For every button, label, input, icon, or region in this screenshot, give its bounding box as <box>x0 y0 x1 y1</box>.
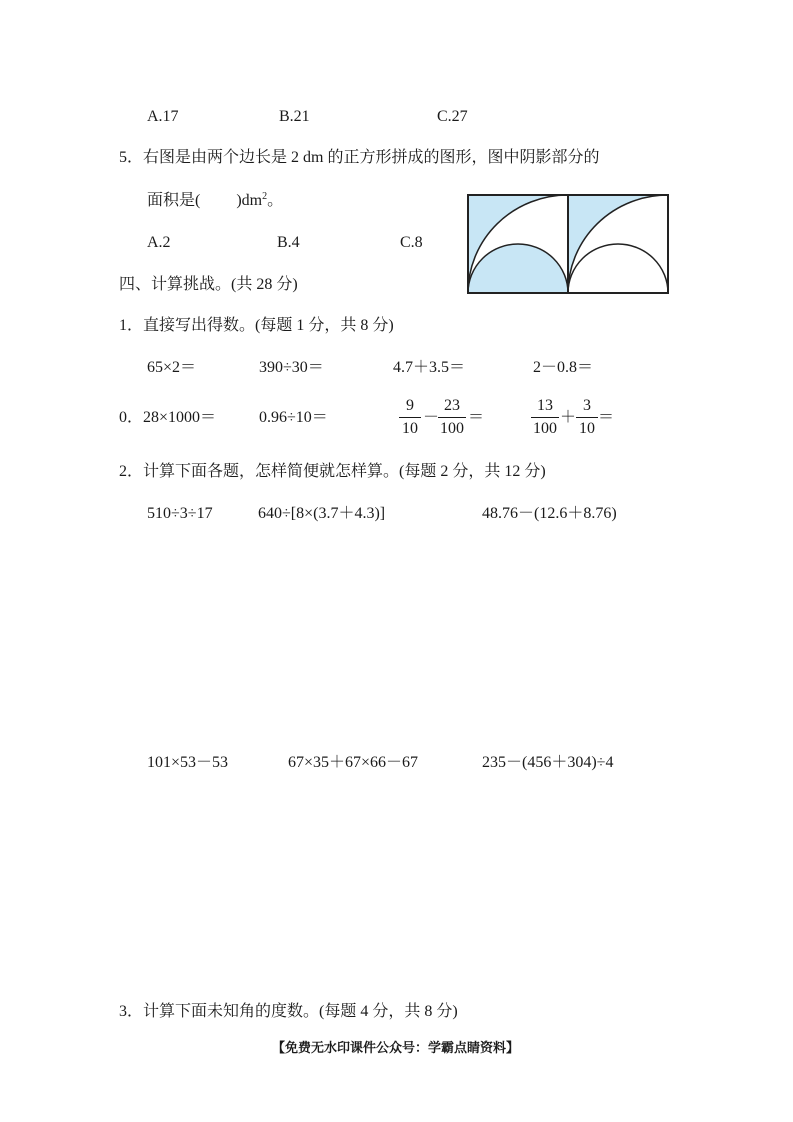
part2-item-5: 67×35＋67×66－67 <box>288 754 419 771</box>
denominator: 100 <box>533 420 557 437</box>
part1-item-6: 0.96÷10＝ <box>259 409 328 426</box>
part2-item-4: 101×53－53 <box>147 754 229 771</box>
equals-sign: ＝ <box>598 409 615 426</box>
part2-item-3: 48.76－(12.6＋8.76) <box>482 505 617 522</box>
q5-question-line1: 5．右图是由两个边长是 2 dm 的正方形拼成的图形，图中阴影部分的 <box>119 149 600 166</box>
fraction-bar <box>531 417 559 418</box>
numerator: 23 <box>444 397 460 414</box>
q5-line2-post: 。 <box>267 192 284 209</box>
denominator: 100 <box>440 420 464 437</box>
q5-figure-right-square <box>568 195 668 293</box>
fraction-3-10 <box>576 397 598 438</box>
denominator: 10 <box>579 420 595 437</box>
q4-option-b: B.21 <box>279 108 310 125</box>
q5-question-line2 <box>147 191 283 211</box>
part3-title: 3．计算下面未知角的度数。(每题 4 分，共 8 分) <box>119 1003 458 1020</box>
q5-figure-left-square <box>468 195 568 293</box>
numerator: 3 <box>583 397 591 414</box>
fraction-9-10 <box>399 397 421 438</box>
part2-item-1: 510÷3÷17 <box>147 505 213 522</box>
part1-item-1: 65×2＝ <box>147 359 197 376</box>
part1-item-5: 0．28×1000＝ <box>119 409 217 426</box>
numerator: 9 <box>406 397 414 414</box>
fraction-bar <box>399 417 421 418</box>
q5-option-c: C.8 <box>400 234 423 251</box>
section4-title: 四、计算挑战。(共 28 分) <box>119 276 298 293</box>
numerator: 13 <box>537 397 553 414</box>
page-footer: 【免费无水印课件公众号：学霸点睛资料】 <box>272 1041 520 1056</box>
q5-option-a: A.2 <box>147 234 171 251</box>
q4-option-c: C.27 <box>437 108 468 125</box>
q5-option-b: B.4 <box>277 234 300 251</box>
q5-line2-mid: )dm <box>236 192 263 209</box>
q4-option-a: A.17 <box>147 108 179 125</box>
part1-item-2: 390÷30＝ <box>259 359 324 376</box>
part1-item-4: 2－0.8＝ <box>533 359 594 376</box>
part1-title: 1．直接写出得数。(每题 1 分，共 8 分) <box>119 317 394 334</box>
part2-title: 2．计算下面各题，怎样简便就怎样算。(每题 2 分，共 12 分) <box>119 463 546 480</box>
fraction-23-100 <box>438 397 466 438</box>
denominator: 10 <box>402 420 418 437</box>
q5-figure <box>466 193 670 295</box>
part2-item-2: 640÷[8×(3.7＋4.3)] <box>258 505 386 522</box>
fraction-bar <box>576 417 598 418</box>
q5-line2-sup: 2 <box>262 191 268 202</box>
fraction-bar <box>438 417 466 418</box>
part2-item-6: 235－(456＋304)÷4 <box>482 754 614 771</box>
minus-sign: － <box>423 409 440 426</box>
plus-sign: ＋ <box>560 409 577 426</box>
q5-line2-pre: 面积是( <box>147 192 201 209</box>
fraction-13-100 <box>531 397 559 438</box>
part1-item-3: 4.7＋3.5＝ <box>393 359 466 376</box>
equals-sign: ＝ <box>468 409 485 426</box>
